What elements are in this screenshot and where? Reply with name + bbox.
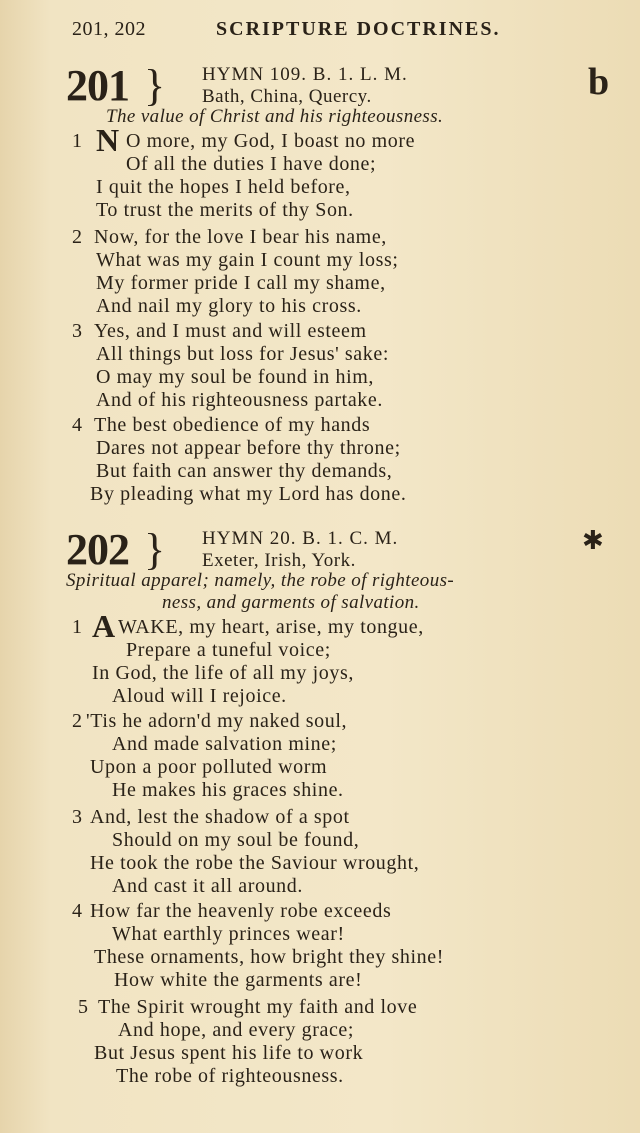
drop-cap: A	[92, 608, 116, 644]
verse-line: Yes, and I must and will esteem	[94, 320, 367, 342]
stanza-1	[66, 122, 606, 222]
hymn-subject: Spiritual apparel; namely, the robe of righteous-	[66, 570, 455, 591]
verse-line: But faith can answer thy demands,	[96, 460, 393, 482]
hymn-subject: ness, and garments of salvation.	[162, 592, 420, 613]
verse-line: Dares not appear before thy throne;	[96, 437, 401, 459]
verse-number: 1	[72, 130, 83, 152]
verse-line: In God, the life of all my joys,	[92, 662, 354, 684]
stanza-4	[66, 900, 606, 992]
drop-cap: N	[96, 122, 120, 158]
verse-line: These ornaments, how bright they shine!	[94, 946, 444, 968]
verse-number: 2	[72, 710, 83, 732]
brace: }	[144, 61, 166, 110]
verse-line: Aloud will I rejoice.	[112, 685, 287, 707]
verse-line: How white the garments are!	[114, 969, 363, 991]
verse-line: By pleading what my Lord has done.	[90, 483, 407, 505]
verse-line: The best obedience of my hands	[94, 414, 371, 436]
verse-line: He took the robe the Saviour wrought,	[90, 852, 420, 874]
page-numbers: 201, 202	[72, 18, 146, 40]
verse-line: What was my gain I count my loss;	[96, 249, 399, 271]
verse-line: O may my soul be found in him,	[96, 366, 374, 388]
verse-number: 4	[72, 900, 83, 922]
verse-line: Of all the duties I have done;	[126, 153, 377, 175]
verse-line: WAKE, my heart, arise, my tongue,	[118, 616, 424, 638]
verse-number: 4	[72, 414, 83, 436]
verse-line: And made salvation mine;	[112, 733, 337, 755]
verse-line: Now, for the love I bear his name,	[94, 226, 387, 248]
verse-number: 1	[72, 616, 83, 638]
verse-line: And cast it all around.	[112, 875, 303, 897]
stanza-1	[66, 608, 606, 708]
stanza-2	[66, 710, 606, 802]
hymn-number: 202	[66, 525, 129, 574]
running-head	[72, 18, 562, 48]
hymn-tunes: Exeter, Irish, York.	[202, 550, 356, 571]
verse-line: What earthly princes wear!	[112, 923, 345, 945]
stanza-5	[66, 996, 606, 1088]
verse-number: 5	[78, 996, 89, 1018]
verse-line: The robe of righteousness.	[116, 1065, 344, 1087]
verse-line: The Spirit wrought my faith and love	[98, 996, 418, 1018]
verse-line: And of his righteousness partake.	[96, 389, 383, 411]
verse-line: And, lest the shadow of a spot	[90, 806, 350, 828]
verse-line: 'Tis he adorn'd my naked soul,	[86, 710, 348, 732]
verse-line: And hope, and every grace;	[118, 1019, 355, 1041]
verse-line: He makes his graces shine.	[112, 779, 344, 801]
verse-line: I quit the hopes I held before,	[96, 176, 351, 198]
verse-line: Should on my soul be found,	[112, 829, 360, 851]
stanza-3	[66, 320, 606, 412]
hymn-number: 201	[66, 61, 129, 110]
page-title: SCRIPTURE DOCTRINES.	[216, 18, 501, 40]
verse-number: 2	[72, 226, 83, 248]
verse-line: All things but loss for Jesus' sake:	[96, 343, 389, 365]
hymn-subject: The value of Christ and his righteousness.	[106, 106, 444, 127]
verse-line: But Jesus spent his life to work	[94, 1042, 364, 1064]
verse-number: 3	[72, 806, 83, 828]
asterisk-ornament-icon: ✱	[582, 526, 604, 555]
hymn-tunes: Bath, China, Quercy.	[202, 86, 372, 107]
stanza-3	[66, 806, 606, 898]
verse-line: Prepare a tuneful voice;	[126, 639, 331, 661]
verse-line: O more, my God, I boast no more	[126, 130, 416, 152]
hymn-heading: HYMN 109. B. 1. L. M.	[202, 64, 408, 85]
verse-line: My former pride I call my shame,	[96, 272, 386, 294]
hymn-heading: HYMN 20. B. 1. C. M.	[202, 528, 399, 549]
stanza-4	[66, 414, 606, 506]
verse-line: To trust the merits of thy Son.	[96, 199, 354, 221]
brace: }	[144, 525, 166, 574]
verse-line: Upon a poor polluted worm	[90, 756, 328, 778]
stanza-2	[66, 226, 606, 318]
verse-line: And nail my glory to his cross.	[96, 295, 362, 317]
verse-line: How far the heavenly robe exceeds	[90, 900, 392, 922]
verse-number: 3	[72, 320, 83, 342]
corner-mark: b	[588, 61, 610, 103]
